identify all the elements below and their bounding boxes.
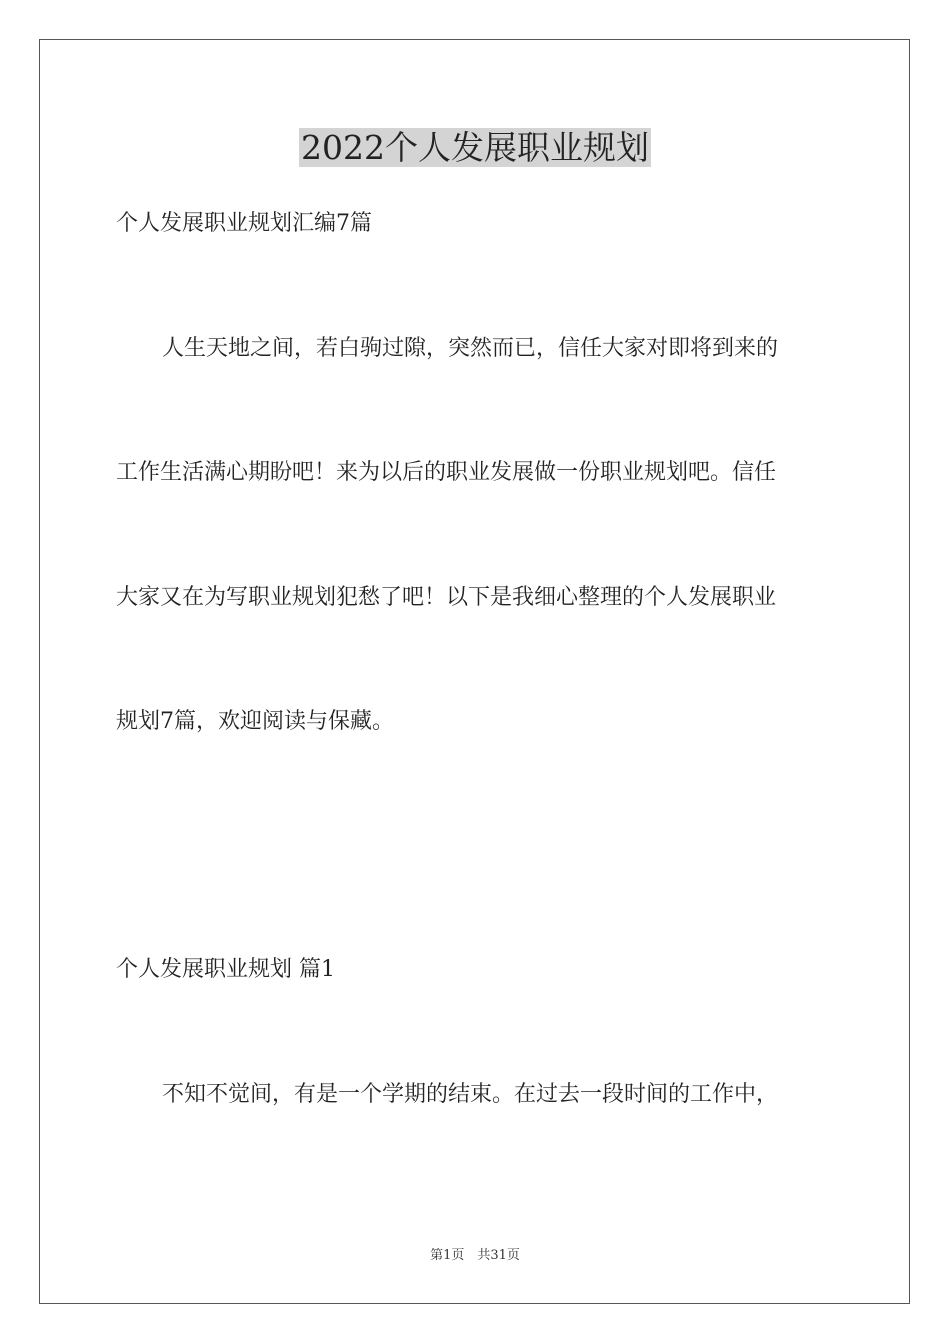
document-subtitle: 个人发展职业规划汇编7篇 xyxy=(116,211,372,236)
page-footer: 第1页 共31页 xyxy=(430,1248,520,1263)
intro-line-4: 规划7篇，欢迎阅读与保藏。 xyxy=(116,709,394,734)
intro-line-3: 大家又在为写职业规划犯愁了吧！以下是我细心整理的个人发展职业 xyxy=(116,585,777,610)
section-paragraph-line-1: 不知不觉间，有是一个学期的结束。在过去一段时间的工作中， xyxy=(162,1082,779,1107)
document-title xyxy=(0,126,950,170)
intro-line-2: 工作生活满心期盼吧！来为以后的职业发展做一份职业规划吧。信任 xyxy=(116,460,777,485)
intro-line-1: 人生天地之间，若白驹过隙，突然而已，信任大家对即将到来的 xyxy=(162,336,779,361)
section-heading: 个人发展职业规划 篇1 xyxy=(116,957,335,982)
document-title-text: 2022个人发展职业规划 xyxy=(301,128,649,167)
